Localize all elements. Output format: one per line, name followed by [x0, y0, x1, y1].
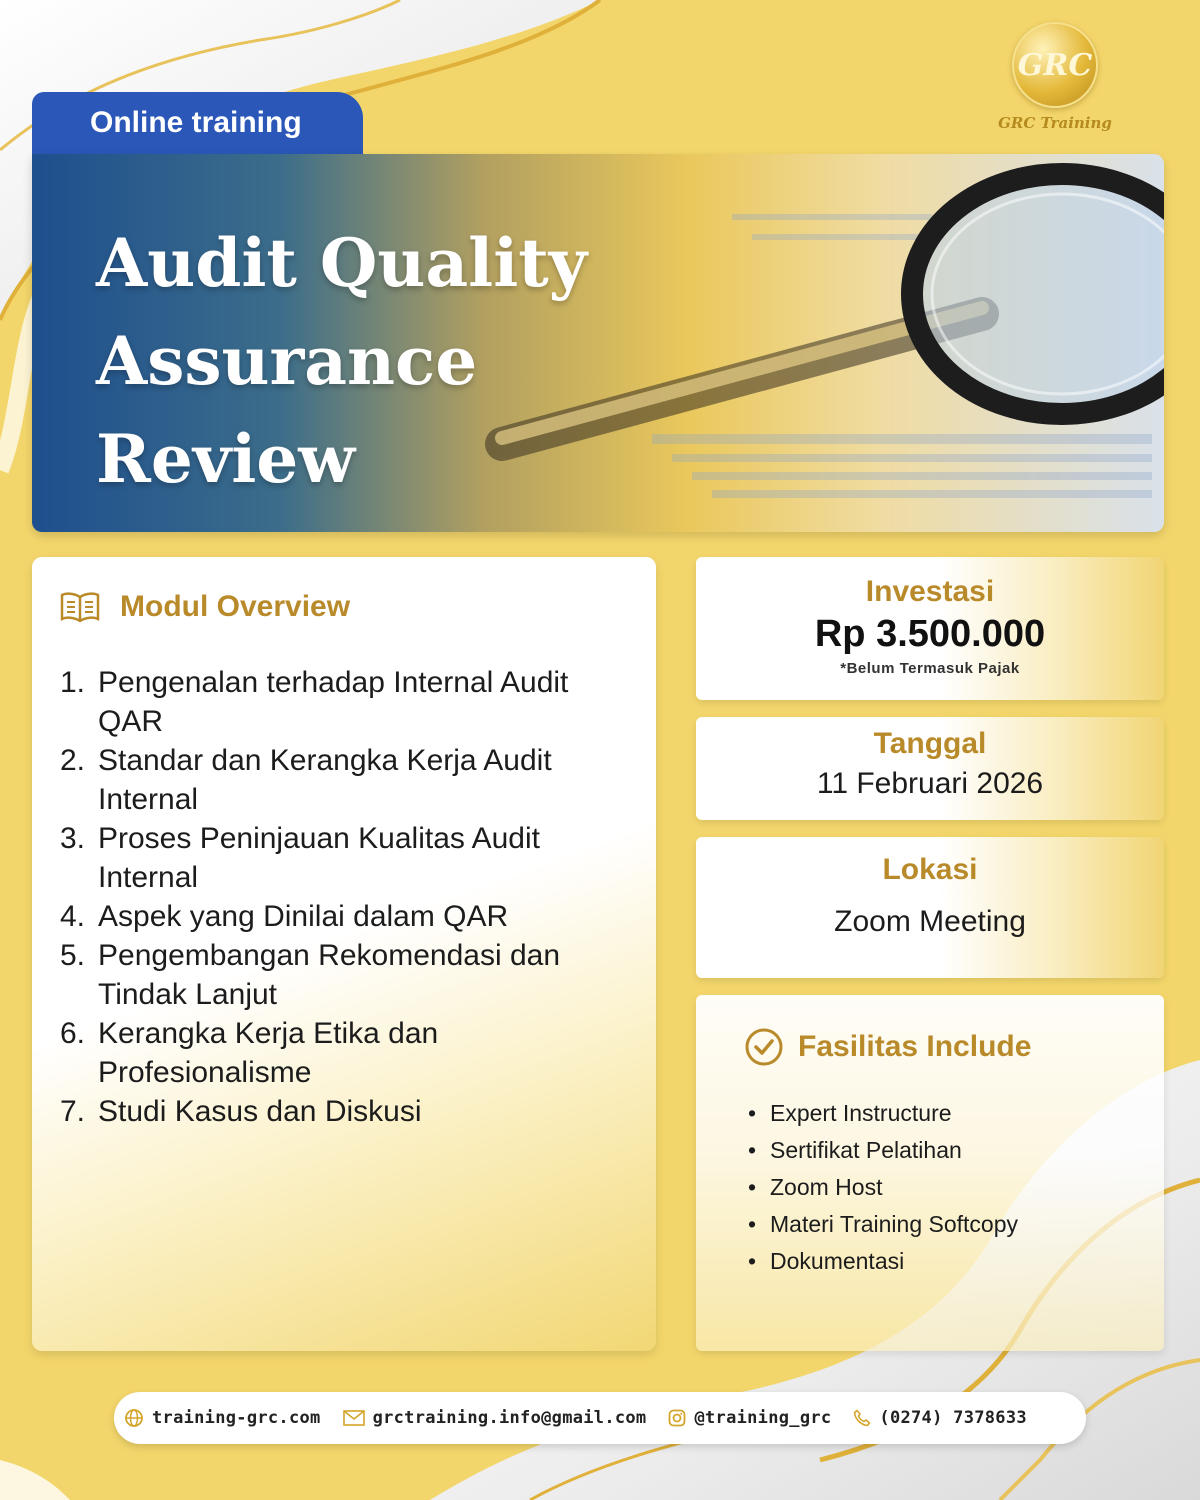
phone-text: (0274) 7378633: [879, 1408, 1027, 1428]
list-item: • Sertifikat Pelatihan: [748, 1137, 962, 1163]
facilities-heading: Fasilitas Include: [798, 1030, 1032, 1063]
instagram-icon: [668, 1409, 686, 1427]
list-item: 1. Pengenalan terhadap Internal Audit QAR: [60, 666, 569, 738]
facilities-card: [696, 995, 1164, 1351]
globe-icon: [124, 1408, 144, 1428]
facilities-list: [744, 1095, 1164, 1280]
title-line: Review: [96, 420, 356, 498]
phone-link[interactable]: [853, 1408, 1027, 1428]
brand-logo: [985, 22, 1125, 142]
list-item: • Zoom Host: [748, 1174, 883, 1200]
list-item: • Expert Instructure: [748, 1100, 952, 1126]
email-link[interactable]: [343, 1408, 647, 1428]
contact-bar: [114, 1392, 1086, 1444]
location-label: Lokasi: [882, 853, 978, 886]
instagram-text: @training_grc: [694, 1408, 832, 1428]
list-item: 6. Kerangka Kerja Etika dan Profesionalisme: [60, 1017, 439, 1089]
hero-banner: [32, 154, 1164, 532]
list-item: • Dokumentasi: [748, 1248, 905, 1274]
list-item: 4. Aspek yang Dinilai dalam QAR: [60, 900, 509, 933]
instagram-link[interactable]: [668, 1408, 831, 1428]
globe-icon: [1012, 22, 1098, 108]
module-overview-card: [32, 557, 656, 1351]
website-text: training-grc.com: [152, 1408, 321, 1428]
mail-icon: [343, 1410, 365, 1426]
location-value: Zoom Meeting: [834, 905, 1026, 938]
website-link[interactable]: [124, 1408, 321, 1428]
list-item: 3. Proses Peninjauan Kualitas Audit Internal: [60, 822, 540, 894]
title-line: Assurance: [96, 322, 478, 400]
logo-text: GRC Training: [998, 114, 1112, 132]
location-card: [696, 837, 1164, 978]
list-item: 7. Studi Kasus dan Diskusi: [60, 1095, 422, 1128]
tax-note: *Belum Termasuk Pajak: [840, 660, 1020, 677]
list-item: 2. Standar dan Kerangka Kerja Audit Internal: [60, 744, 552, 816]
list-item: 5. Pengembangan Rekomendasi dan Tindak Lanjut: [60, 939, 560, 1011]
price-value: Rp 3.500.000: [814, 613, 1046, 655]
title-line: Audit Quality: [96, 224, 588, 302]
phone-icon: [853, 1409, 871, 1427]
email-text: grctraining.info@gmail.com: [372, 1408, 647, 1428]
date-label: Tanggal: [873, 727, 987, 760]
list-item: • Materi Training Softcopy: [748, 1211, 1019, 1237]
module-list: [60, 663, 656, 1131]
check-circle-icon: [744, 1027, 784, 1067]
modules-heading: Modul Overview: [120, 590, 351, 623]
online-training-tab: Online training: [32, 92, 363, 158]
date-card: [696, 717, 1164, 820]
date-value: 11 Februari 2026: [816, 767, 1044, 800]
investment-label: Investasi: [865, 575, 995, 608]
course-title: [96, 214, 696, 508]
open-book-icon: [60, 591, 100, 623]
logo-monogram: GRC: [1017, 47, 1093, 83]
investment-card: [696, 557, 1164, 700]
